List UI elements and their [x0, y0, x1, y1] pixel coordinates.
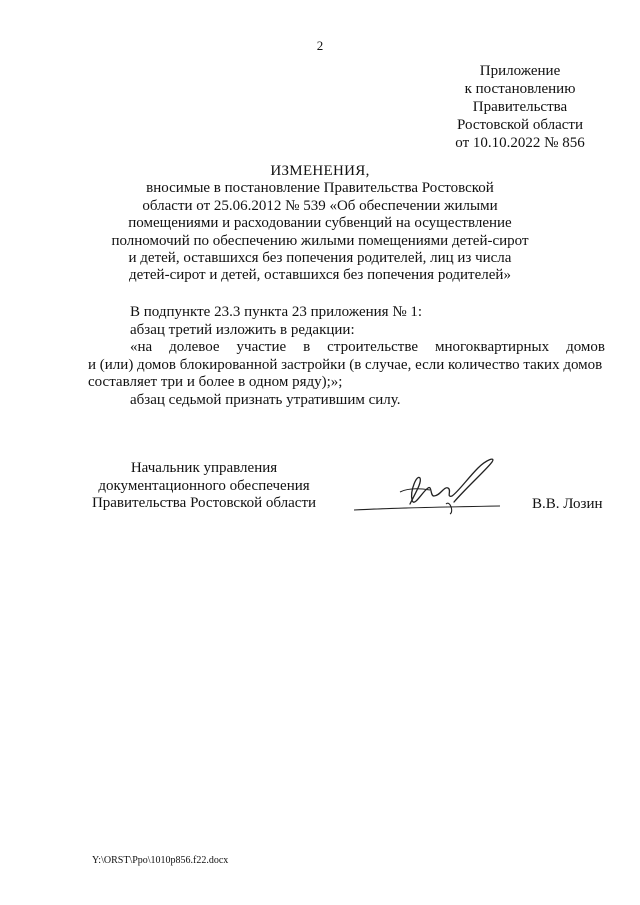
- position-line: Начальник управления: [130, 460, 278, 476]
- appendix-line: от 10.10.2022 № 856: [455, 135, 585, 151]
- title-line: полномочий по обеспечению жилыми помещениями детей-сирот: [111, 232, 529, 249]
- body-paragraph-line: составляет три и более в одном ряду);»;: [88, 374, 343, 390]
- title-line: помещениями и расходовании субвенций на осуществление: [128, 215, 512, 232]
- title-line: и детей, оставшихся без попечения родителей, лиц из числа: [128, 250, 512, 267]
- page-number: 2: [316, 38, 324, 53]
- appendix-line: к постановлению: [464, 81, 576, 97]
- signatory-position: [86, 460, 322, 513]
- body-paragraph-line: и (или) домов блокированной застройки (в случае, если количество таких домов: [88, 356, 603, 373]
- appendix-line: Ростовской области: [457, 117, 583, 133]
- body-paragraph: В подпункте 23.3 пункта 23 приложения № 1:: [130, 304, 423, 320]
- body-paragraph: абзац седьмой признать утратившим силу.: [130, 391, 401, 408]
- title-line: вносимые в постановление Правительства Ростовской: [146, 180, 494, 197]
- position-line: Правительства Ростовской области: [91, 495, 317, 512]
- appendix-header: [420, 62, 620, 152]
- handwritten-signature: [350, 452, 510, 520]
- body-paragraph-line: «на долевое участие в строительстве многоквартирных домов: [130, 339, 605, 355]
- title-line: детей-сирот и детей, оставшихся без попечения родителей»: [129, 267, 511, 284]
- appendix-line: Правительства: [472, 99, 568, 115]
- body-paragraph: абзац третий изложить в редакции:: [130, 321, 355, 338]
- signatory-name: В.В. Лозин: [532, 496, 603, 512]
- title-line: области от 25.06.2012 № 539 «Об обеспечении жилыми: [142, 197, 498, 214]
- document-title: [90, 163, 550, 285]
- appendix-line: Приложение: [479, 63, 561, 79]
- document-body: [88, 304, 605, 409]
- file-path-footer: Y:\ORST\Ppo\1010p856.f22.docx: [92, 855, 229, 866]
- position-line: документационного обеспечения: [98, 477, 310, 494]
- title-heading: ИЗМЕНЕНИЯ,: [270, 163, 370, 179]
